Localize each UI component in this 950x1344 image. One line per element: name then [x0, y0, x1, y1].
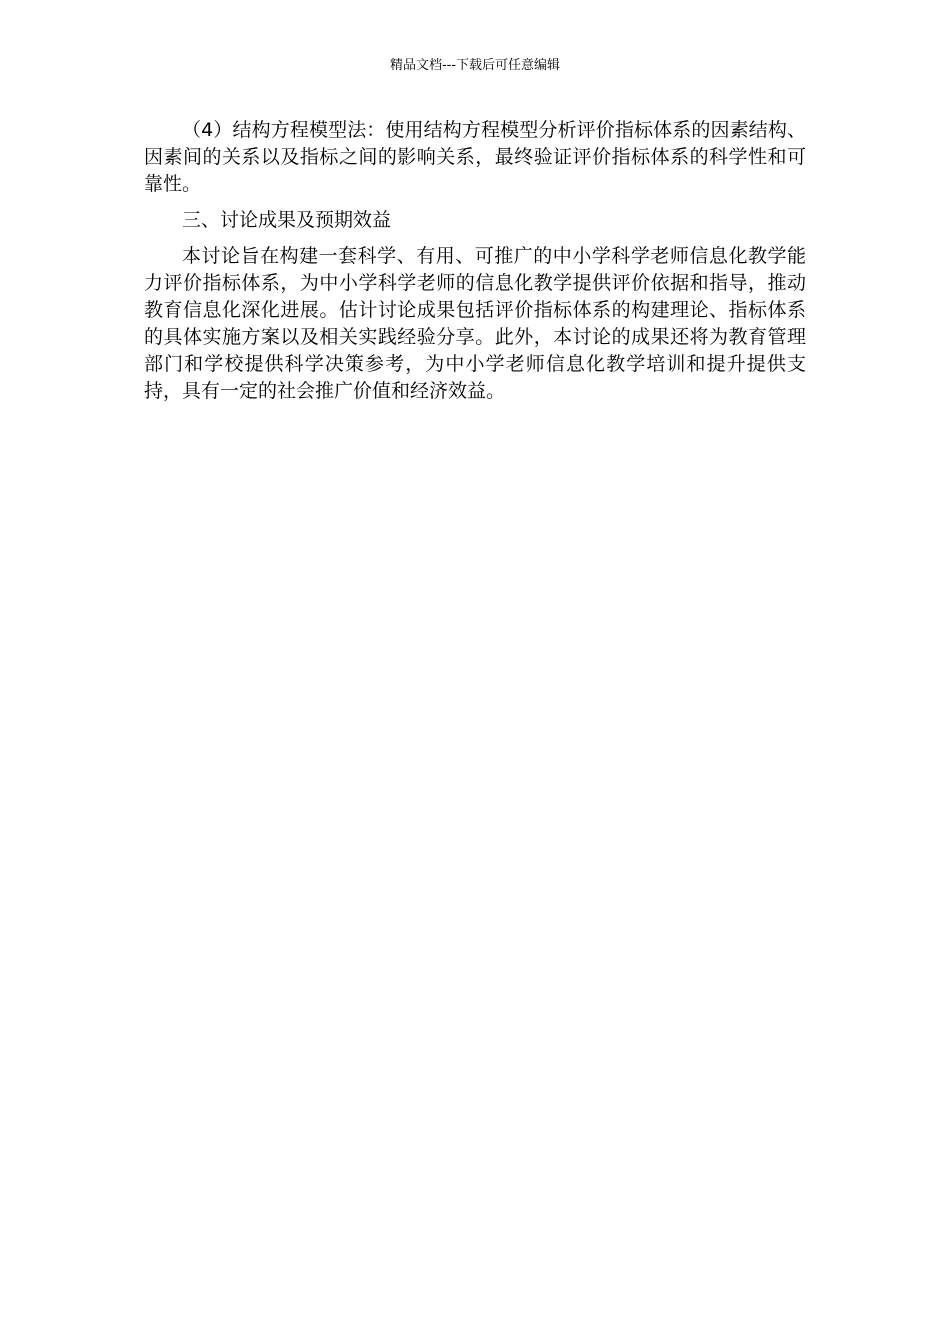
paragraph-method-4: （4）结构方程模型法：使用结构方程模型分析评价指标体系的因素结构、因素间的关系以及指标之间的影响关系，最终验证评价指标体系的科学性和可靠性。	[144, 119, 806, 195]
page-header: 精品文档---下载后可任意编辑	[389, 58, 561, 73]
document-body	[144, 117, 806, 405]
section-heading: 三、讨论成果及预期效益	[182, 209, 392, 231]
paragraph-expected-results: 本讨论旨在构建一套科学、有用、可推广的中小学科学老师信息化教学能力评价指标体系，为中小学科学老师的信息化教学提供评价依据和指导，推动教育信息化深化进展。估计讨论成果包括评价指标体系的构建理论、指标体系的具体实施方案以及相关实践经验分享。此外，本讨论的成果还将为教育管理部门和学校提供科学决策参考，为中小学老师信息化教学培训和提升提供支持，具有一定的社会推广价值和经济效益。	[144, 245, 806, 402]
